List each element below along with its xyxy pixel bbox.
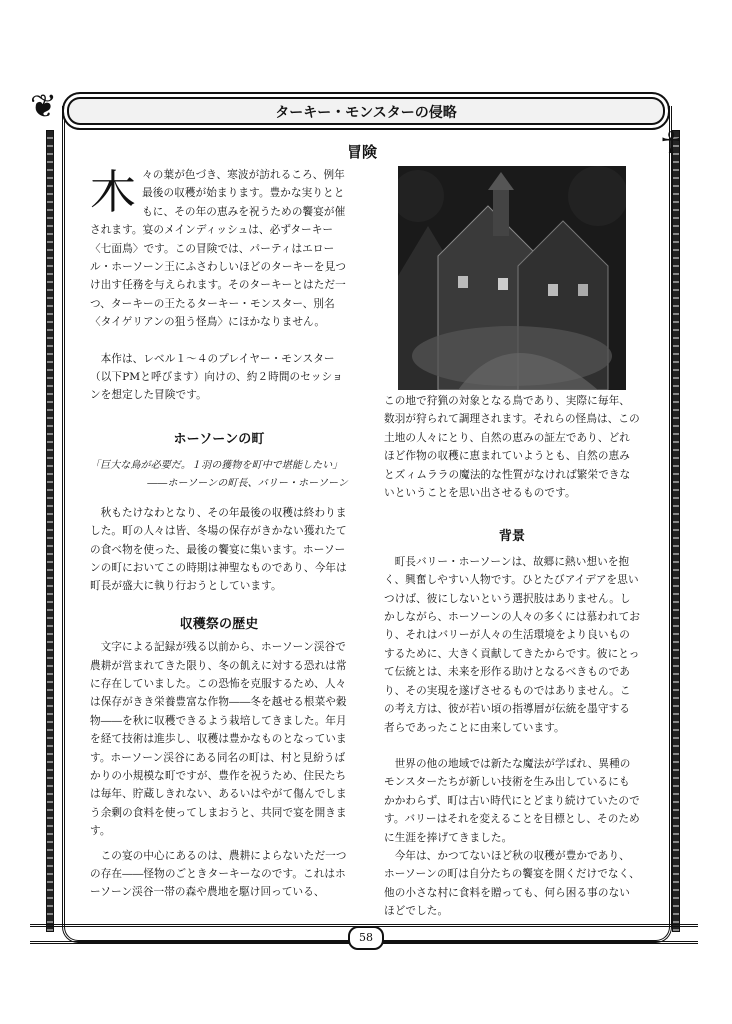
town-paragraph: 秋もたけなわとなり、その年最後の収穫は終わりました。町の人々は皆、冬場の保存がきかない獲れたての食べ物を使った、最後の饗宴に集います。ホーソーンの町においてこの時期は神聖なものであり、今年は町長が盛大に執り行おうとしています。 bbox=[90, 506, 347, 593]
right-column bbox=[384, 392, 640, 921]
header-banner bbox=[62, 92, 670, 130]
heading-history: 収穫祭の歴史 bbox=[179, 616, 259, 632]
intro-paragraph: 々の葉が色づき、寒波が訪れるころ、例年最後の収穫が始まります。豊かな実りとともに、その年の恵みを祝うための饗宴が催されます。宴のメインディッシュは、必ずターキー〈七面鳥〉です。この冒険では、パーティはエロール・ホーソーン王にふさわしいほどのターキーを見つけ出す任務を与えられます。そのターキーとはただ一つ、ターキーの王たるターキー・モンスター、別名〈タイゲリアンの狙う怪鳥〉にほかなりません。 bbox=[90, 169, 347, 329]
intro-text bbox=[90, 166, 348, 332]
page-number: 58 bbox=[348, 926, 384, 950]
history-paragraph: 文字による記録が残る以前から、ホーソーン渓谷で農耕が営まれてきた限り、冬の飢えに対する恐れは常に存在していました。この恐怖を克服するため、人々は保存がきき栄養豊富な作物――冬を越せる根菜や穀物――を秋に収穫できるよう栽培してきました。年月を経て技術は進歩し、収穫は豊かなものとなっています。ホーソーン渓谷にある同名の町は、村と見紛うばかりの小規模な町ですが、豊作を祝うため、住民たちは毎年、貯蔵しきれない、あるいはやがて傷んでしまう余剰の食料を使ってしまおうと、共同で宴を開きます。 bbox=[90, 641, 347, 838]
background-paragraph-2: 世界の他の地域では新たな魔法が学ばれ、異種のモンスターたちが新しい技術を生み出しているにもかかわらず、町は古い時代にとどまり続けていたのです。バリーはそれを変えることを目標とし、そのために生涯を捧げてきました。 bbox=[384, 757, 640, 844]
left-wheat-ornament-icon: ❦ bbox=[30, 87, 57, 125]
intro-paragraph-2: 本作は、レベル１〜４のプレイヤー・モンスター（以下PMと呼びます）向けの、約２時間のセッションを想定した冒険です。 bbox=[90, 352, 343, 402]
background-paragraph: 町長バリー・ホーソーンは、故郷に熱い想いを抱く、興奮しやすい人物です。ひとたびアイデアを思いつけば、彼にしないという選択肢はありません。しかしながら、ホーソーンの人々の多くには慕われており、それはバリーが人々の生活環境をより良いものするために、大きく貢献してきたからです。彼にとって伝統とは、未来を形作る助けとなるべきものであり、その実現を遂げさせるものではありません。この考え方は、彼が若い頃の指導層が伝統を墨守する者らであったことに由来しています。 bbox=[384, 555, 641, 734]
heading-background: 背景 bbox=[498, 529, 526, 545]
quote-attribution: ――ホーソーンの町長、バリー・ホーソーン bbox=[147, 478, 348, 490]
background-paragraph-3: 今年は、かつてないほど秋の収穫が豊かであり、ホーソーンの町は自分たちの饗宴を開くだけでなく、他の小さな村に食料を贈っても、何ら困る事のないほどでした。 bbox=[384, 849, 640, 918]
right-ankh-ornament-icon: ☥ bbox=[660, 126, 683, 161]
tavern-image bbox=[398, 166, 626, 390]
continued-paragraph: この地で狩猟の対象となる鳥であり、実際に毎年、数羽が狩られて調理されます。それらの怪鳥は、この土地の人々にとり、自然の恵みの証左であり、どれほど作物の収穫に恵まれていようとも、自然の恵みとズィムララの魔法的な性質がなければ繁栄できないということを思い出させるものです。 bbox=[384, 395, 640, 500]
history-paragraph-2: この宴の中心にあるのは、農耕によらないただ一つの存在――怪物のごときターキーなのです。これはホーソーン渓谷一帯の森や農地を駆け回っている、 bbox=[90, 849, 347, 899]
header-title: ターキー・モンスターの侵略 bbox=[275, 105, 457, 121]
tavern-illustration bbox=[398, 166, 626, 390]
quote: 「巨大な鳥が必要だ。１羽の獲物を町中で堪能したい」 bbox=[90, 460, 343, 472]
left-column bbox=[90, 166, 348, 902]
section-title: 冒険 bbox=[346, 143, 377, 161]
heading-town: ホーソーンの町 bbox=[173, 431, 265, 447]
left-staff-ornament bbox=[46, 130, 54, 932]
dropcap: 木 bbox=[90, 165, 137, 219]
right-staff-ornament bbox=[672, 130, 680, 932]
